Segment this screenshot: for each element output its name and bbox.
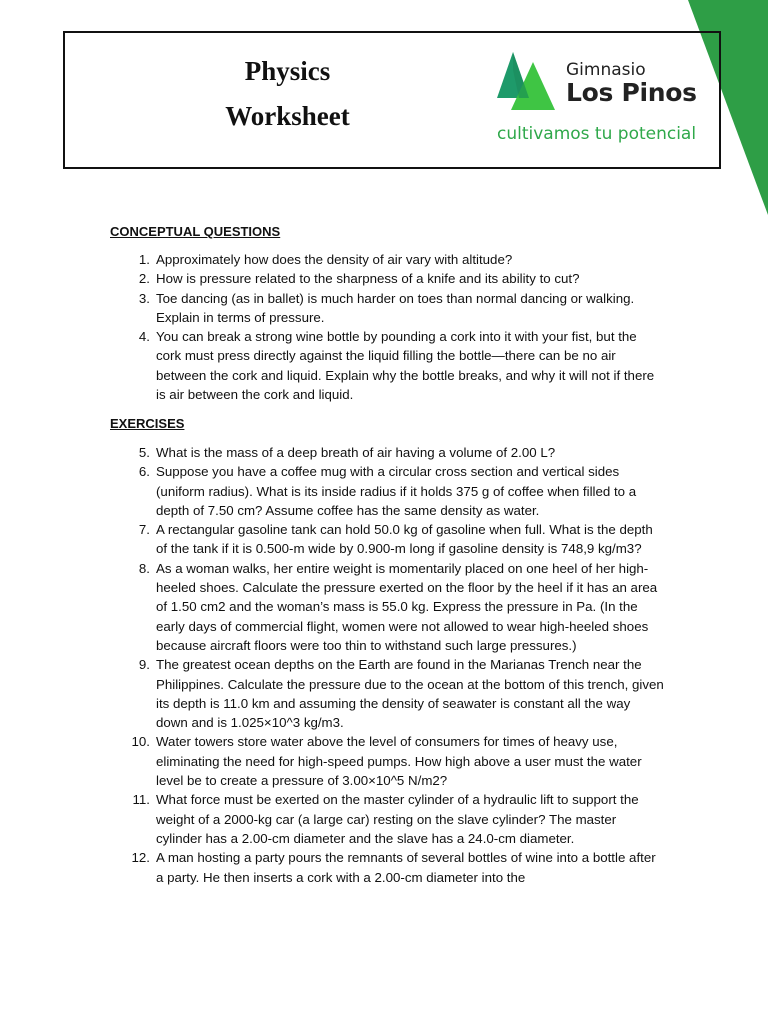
question-number: 6. [138, 464, 150, 480]
exercises-list [124, 443, 664, 887]
question-text: A rectangular gasoline tank can hold 50.0 kg of gasoline when full. What is the depth of the tank if it is 0.500-m wide by 0.900-m long if gasoline density is 748,9 kg/m3? [156, 522, 653, 557]
pine-trees-logo-icon [497, 52, 557, 114]
question-item [124, 327, 664, 404]
question-text: What is the mass of a deep breath of air having a volume of 2.00 L? [156, 445, 556, 460]
question-text: A man hosting a party pours the remnants of several bottles of wine into a bottle after a party. He then inserts a cork with a 2.00-cm diameter into the [156, 850, 656, 885]
question-item [124, 443, 664, 462]
question-text: Water towers store water above the level of consumers for times of heavy use, eliminating the need for high-speed pumps. How high above a user must the water level be to create a pressure of 3.00×10^5 N/m2? [156, 734, 642, 789]
question-item [124, 790, 664, 848]
question-item [124, 559, 664, 655]
question-item [124, 250, 664, 269]
worksheet-title-line1: Physics [244, 56, 331, 86]
exercises-heading: EXERCISES [110, 416, 185, 431]
question-item [124, 269, 664, 288]
question-text: The greatest ocean depths on the Earth are found in the Marianas Trench near the Philippines. Calculate the pressure due to the ocean at the bottom of this trench, given its depth is 11.0 km and assuming the density of seawater is constant all the way down and is 1.025×10^3 kg/m3. [156, 657, 664, 731]
question-text: How is pressure related to the sharpness of a knife and its ability to cut? [156, 271, 580, 287]
question-number: 8. [138, 560, 150, 576]
worksheet-title-line2: Worksheet [225, 101, 350, 131]
question-number: 5. [138, 445, 150, 460]
logo-school-prefix: Gimnasio [566, 60, 646, 80]
question-item [124, 520, 664, 559]
question-text: Toe dancing (as in ballet) is much harder on toes than normal dancing or walking. Explain in terms of pressure. [156, 290, 635, 325]
question-item [124, 289, 664, 328]
question-text: What force must be exerted on the master cylinder of a hydraulic lift to support the weight of a 2000-kg car (a large car) resting on the slave cylinder? The master cylinder has a 2.00-cm diameter and the slave has a 24.0-cm diameter. [156, 792, 639, 846]
conceptual-questions-heading: CONCEPTUAL QUESTIONS [110, 224, 281, 239]
question-number: 9. [138, 657, 150, 673]
question-text: As a woman walks, her entire weight is momentarily placed on one heel of her high-heeled shoes. Calculate the pressure exerted on the floor by the heel if it has an area of 1.50 cm2 and the woman’s mass is 55.0 kg. Express the pressure in Pa. (In the early days of commercial flight, women were not allowed to wear high-heeled shoes because aircraft floors were too thin to withstand such large pressures.) [156, 560, 658, 653]
question-number: 12. [131, 850, 150, 866]
conceptual-questions-list [124, 250, 664, 404]
question-number: 11. [132, 792, 150, 808]
question-item [124, 462, 664, 520]
question-number: 10. [131, 734, 150, 750]
question-item [124, 848, 664, 887]
question-number: 7. [138, 522, 150, 538]
logo-school-name: Los Pinos [566, 78, 697, 107]
question-item [124, 655, 664, 732]
question-number: 2. [138, 271, 150, 287]
logo-tagline: cultivamos tu potencial [497, 124, 697, 144]
question-number: 4. [138, 329, 150, 345]
question-number: 1. [138, 252, 150, 267]
question-item [124, 732, 664, 790]
question-text: Approximately how does the density of air vary with altitude? [156, 252, 513, 267]
question-text: You can break a strong wine bottle by pounding a cork into it with your fist, but the cork must press directly against the liquid filling the bottle—there can be no air between the cork and liquid. Explain why the bottle breaks, and why it will not if there is air between the cork and liquid. [156, 329, 655, 403]
question-text: Suppose you have a coffee mug with a circular cross section and vertical sides (uniform radius). What is its inside radius if it holds 375 g of coffee when filled to a depth of 7.50 cm? Assume coffee has the same density as water. [156, 464, 637, 518]
question-number: 3. [138, 290, 150, 306]
